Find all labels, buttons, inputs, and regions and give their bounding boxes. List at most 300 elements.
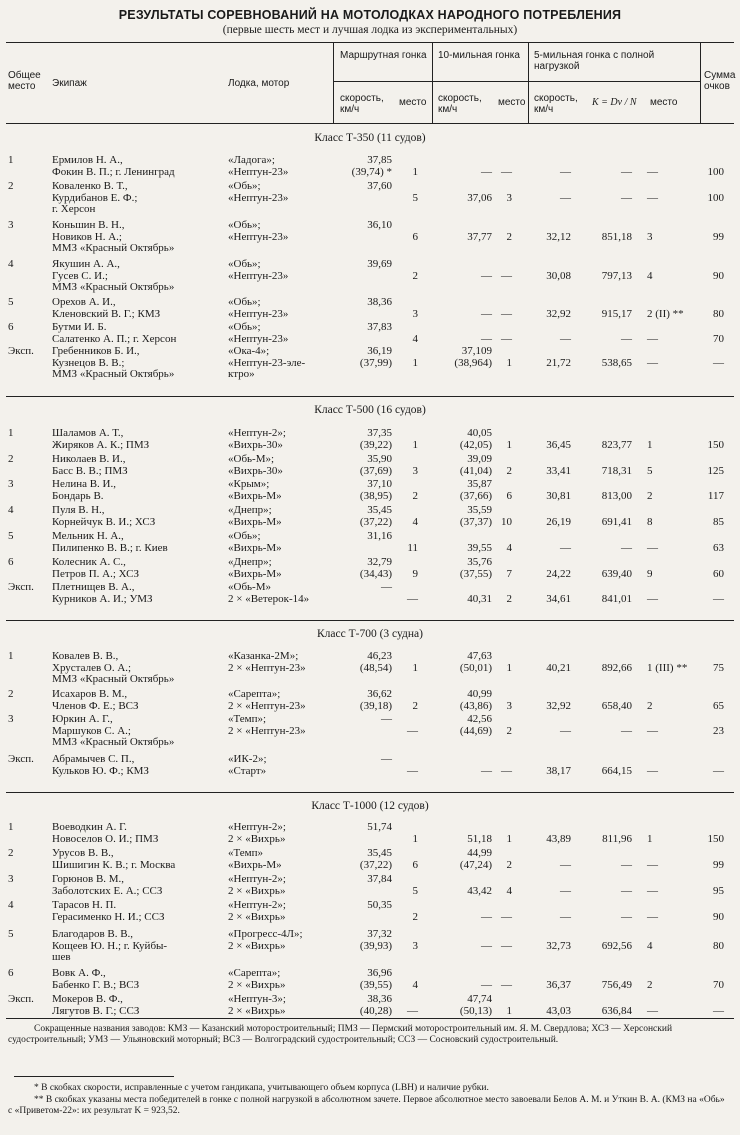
section-rule bbox=[6, 792, 734, 793]
route-speed: (39,74) * bbox=[351, 165, 392, 178]
boat-line: «Сарепта»; bbox=[228, 967, 281, 979]
ten-mile-place: 4 bbox=[506, 884, 512, 897]
five-mile-k: 813,00 bbox=[601, 489, 632, 502]
overall-place: 3 bbox=[8, 713, 14, 725]
crew-line: ММЗ «Красный Октябрь» bbox=[52, 281, 175, 293]
five-mile-k: 639,40 bbox=[601, 567, 632, 580]
five-mile-speed: 24,22 bbox=[546, 567, 571, 580]
five-mile-speed: 33,41 bbox=[546, 464, 571, 477]
route-speed: 35,45 bbox=[367, 504, 392, 516]
ten-mile-speed: — bbox=[481, 165, 492, 178]
five-mile-place: — bbox=[647, 592, 658, 605]
ten-mile-place: — bbox=[501, 978, 512, 991]
ten-mile-speed: 35,76 bbox=[467, 556, 492, 568]
route-place: 6 bbox=[412, 230, 418, 243]
overall-place: 2 bbox=[8, 688, 14, 700]
ten-mile-place: — bbox=[501, 165, 512, 178]
boat-line: «Нептун-2»; bbox=[228, 899, 286, 911]
boat-line: 2 × «Ветерок-14» bbox=[228, 592, 310, 605]
route-place: 3 bbox=[412, 307, 418, 320]
route-speed: (37,69) bbox=[359, 464, 392, 477]
route-place: 2 bbox=[412, 269, 418, 282]
crew-line: шев bbox=[52, 951, 71, 963]
overall-place: Эксп. bbox=[8, 993, 34, 1005]
five-mile-place: 1 bbox=[647, 438, 653, 451]
ten-mile-speed: (37,37) bbox=[459, 515, 492, 528]
header-route-race: Маршрутная гонка bbox=[340, 50, 427, 61]
ten-mile-speed: 51,18 bbox=[467, 832, 492, 845]
five-mile-k: — bbox=[621, 191, 632, 204]
overall-place: 4 bbox=[8, 258, 14, 270]
route-speed: 32,79 bbox=[367, 556, 392, 568]
crew-line: Фокин В. П.; г. Ленинград bbox=[52, 165, 175, 178]
five-mile-place: — bbox=[647, 884, 658, 897]
route-speed: 37,60 bbox=[367, 180, 392, 192]
sum-points: 70 bbox=[713, 332, 724, 345]
five-mile-place: 2 (II) ** bbox=[647, 307, 684, 320]
ten-mile-speed: — bbox=[481, 269, 492, 282]
crew-line: Маршуков С. А.; bbox=[52, 724, 131, 737]
header-boat: Лодка, мотор bbox=[228, 78, 290, 89]
crew-line: Хрусталев О. А.; bbox=[52, 661, 132, 674]
boat-line: «Нептун-23» bbox=[228, 230, 289, 243]
five-mile-place: 1 (III) ** bbox=[647, 661, 688, 674]
route-place: 11 bbox=[407, 541, 418, 554]
overall-place: 5 bbox=[8, 530, 14, 542]
five-mile-place: 4 bbox=[647, 269, 653, 282]
ten-mile-speed: (44,69) bbox=[459, 724, 492, 737]
sum-points: 65 bbox=[713, 699, 724, 712]
header-ten-mile-race: 10-мильная гонка bbox=[438, 50, 520, 61]
route-speed: (48,54) bbox=[359, 661, 392, 674]
ten-mile-speed: 35,87 bbox=[467, 478, 492, 490]
crew-line: Кульков Ю. Ф.; КМЗ bbox=[52, 764, 149, 777]
five-mile-k: — bbox=[621, 724, 632, 737]
five-mile-k: 811,96 bbox=[602, 832, 632, 845]
five-mile-place: — bbox=[647, 332, 658, 345]
route-speed: 35,90 bbox=[367, 453, 392, 465]
five-mile-k: 692,56 bbox=[601, 939, 632, 952]
ten-mile-speed: 47,63 bbox=[467, 650, 492, 662]
crew-line: Плетнищев В. А., bbox=[52, 581, 135, 593]
crew-line: Бондарь В. bbox=[52, 489, 104, 502]
ten-mile-speed: 39,55 bbox=[467, 541, 492, 554]
five-mile-place: 5 bbox=[647, 464, 653, 477]
overall-place: 3 bbox=[8, 219, 14, 231]
boat-line: 2 × «Вихрь» bbox=[228, 884, 286, 897]
ten-mile-speed: (50,13) bbox=[459, 1004, 492, 1017]
five-mile-speed: 32,12 bbox=[546, 230, 571, 243]
ten-mile-place: 6 bbox=[506, 489, 512, 502]
crew-line: Новоселов О. И.; ПМЗ bbox=[52, 832, 159, 845]
route-speed: 36,62 bbox=[367, 688, 392, 700]
route-place: 4 bbox=[412, 515, 418, 528]
route-speed: 46,23 bbox=[367, 650, 392, 662]
five-mile-place: — bbox=[647, 356, 658, 369]
ten-mile-speed: 35,59 bbox=[467, 504, 492, 516]
ten-mile-speed: — bbox=[481, 307, 492, 320]
sum-points: 90 bbox=[713, 910, 724, 923]
sum-points: — bbox=[713, 764, 724, 777]
ten-mile-speed: (38,964) bbox=[454, 356, 492, 369]
sum-points: 75 bbox=[713, 661, 724, 674]
crew-line: Орехов А. И., bbox=[52, 296, 116, 308]
crew-line: Пуля В. Н., bbox=[52, 504, 105, 516]
boat-line: «Сарепта»; bbox=[228, 688, 281, 700]
sum-points: 125 bbox=[707, 464, 724, 477]
five-mile-speed: 26,19 bbox=[546, 515, 571, 528]
route-place: 1 bbox=[412, 165, 418, 178]
five-mile-place: — bbox=[647, 1004, 658, 1017]
route-speed: 38,36 bbox=[367, 296, 392, 308]
five-mile-speed: — bbox=[560, 884, 571, 897]
five-mile-k: — bbox=[621, 541, 632, 554]
crew-line: Мокеров В. Ф., bbox=[52, 993, 123, 1005]
five-mile-place: 3 bbox=[647, 230, 653, 243]
overall-place: 2 bbox=[8, 453, 14, 465]
crew-line: Вовк А. Ф., bbox=[52, 967, 106, 979]
crew-line: Новиков Н. А.; bbox=[52, 230, 122, 243]
table-top-rule bbox=[6, 42, 734, 43]
ten-mile-place: — bbox=[501, 939, 512, 952]
overall-place: 1 bbox=[8, 650, 14, 662]
class-title: Класс Т-500 (16 судов) bbox=[314, 404, 426, 416]
crew-line: Жиряков А. К.; ПМЗ bbox=[52, 438, 150, 451]
footnote-rule bbox=[14, 1076, 174, 1077]
ten-mile-place: 2 bbox=[506, 858, 512, 871]
route-speed: 35,45 bbox=[367, 847, 392, 859]
ten-mile-place: 1 bbox=[506, 832, 512, 845]
route-speed: 37,83 bbox=[367, 321, 392, 333]
route-place: — bbox=[407, 724, 418, 737]
section-rule bbox=[6, 620, 734, 621]
ten-mile-place: 1 bbox=[506, 356, 512, 369]
route-speed: 36,96 bbox=[367, 967, 392, 979]
crew-line: Кузнецов В. В.; bbox=[52, 356, 125, 369]
five-mile-speed: 40,21 bbox=[546, 661, 571, 674]
boat-line: «Вихрь-М» bbox=[228, 541, 282, 554]
header-place: Общее место bbox=[8, 70, 41, 92]
boat-line: «Ладога»; bbox=[228, 154, 275, 166]
boat-line: «Днепр»; bbox=[228, 556, 272, 568]
five-mile-speed: 30,81 bbox=[546, 489, 571, 502]
crew-line: Пилипенко В. В.; г. Киев bbox=[52, 541, 168, 554]
boat-line: «Темп»; bbox=[228, 713, 267, 725]
sum-points: 70 bbox=[713, 978, 724, 991]
crew-line: Шаламов А. Т., bbox=[52, 427, 124, 439]
five-mile-speed: 36,37 bbox=[546, 978, 571, 991]
sum-points: 63 bbox=[713, 541, 724, 554]
ten-mile-place: — bbox=[501, 332, 512, 345]
route-place: 5 bbox=[412, 884, 418, 897]
boat-line: «Нептун-23-эле- bbox=[228, 356, 306, 369]
footnote-handicap: * В скобках скорости, исправленные с учетом гандикапа, учитывающего объем корпуса (LBH) и наличие рубки. bbox=[34, 1083, 489, 1093]
five-mile-speed: — bbox=[560, 910, 571, 923]
sum-points: — bbox=[713, 1004, 724, 1017]
boat-line: «Обь»; bbox=[228, 321, 261, 333]
five-mile-speed: — bbox=[560, 332, 571, 345]
header-divider bbox=[700, 42, 701, 123]
route-speed: 51,74 bbox=[367, 821, 392, 833]
boat-line: «Обь»; bbox=[228, 258, 261, 270]
crew-line: Урусов В. В., bbox=[52, 847, 114, 859]
route-place: 3 bbox=[412, 464, 418, 477]
crew-line: Членов Ф. Е.; ВСЗ bbox=[52, 699, 139, 712]
sum-points: 99 bbox=[713, 230, 724, 243]
ten-mile-speed: 37,109 bbox=[461, 345, 492, 357]
route-place: 1 bbox=[412, 661, 418, 674]
overall-place: 1 bbox=[8, 427, 14, 439]
route-place: — bbox=[407, 1004, 418, 1017]
five-mile-place: — bbox=[647, 541, 658, 554]
ten-mile-speed: — bbox=[481, 764, 492, 777]
crew-line: Герасименко Н. И.; ССЗ bbox=[52, 910, 165, 923]
five-mile-speed: 30,08 bbox=[546, 269, 571, 282]
ten-mile-speed: 40,05 bbox=[467, 427, 492, 439]
five-mile-speed: 32,92 bbox=[546, 699, 571, 712]
ten-mile-speed: 39,09 bbox=[467, 453, 492, 465]
five-mile-speed: — bbox=[560, 541, 571, 554]
crew-line: Кощеев Ю. Н.; г. Куйбы- bbox=[52, 939, 168, 952]
five-mile-place: 4 bbox=[647, 939, 653, 952]
route-place: — bbox=[407, 592, 418, 605]
overall-place: 5 bbox=[8, 928, 14, 940]
header-k-formula: K = Dv / N bbox=[592, 97, 637, 108]
header-ten-speed: скорость, км/ч bbox=[438, 93, 482, 115]
overall-place: 6 bbox=[8, 321, 14, 333]
crew-line: Николаев В. И., bbox=[52, 453, 126, 465]
five-mile-speed: 36,45 bbox=[546, 438, 571, 451]
route-speed: 37,85 bbox=[367, 154, 392, 166]
overall-place: Эксп. bbox=[8, 345, 34, 357]
sum-points: 23 bbox=[713, 724, 724, 737]
ten-mile-speed: (47,24) bbox=[459, 858, 492, 871]
boat-line: «Вихрь-30» bbox=[228, 464, 283, 477]
crew-line: Горюнов В. М., bbox=[52, 873, 125, 885]
route-speed: (34,43) bbox=[359, 567, 392, 580]
crew-line: Курников А. И.; УМЗ bbox=[52, 592, 153, 605]
boat-line: «Днепр»; bbox=[228, 504, 272, 516]
crew-line: Ермилов Н. А., bbox=[52, 154, 123, 166]
ten-mile-speed: 43,42 bbox=[467, 884, 492, 897]
boat-line: 2 × «Нептун-23» bbox=[228, 699, 306, 712]
five-mile-place: 2 bbox=[647, 489, 653, 502]
five-mile-speed: — bbox=[560, 165, 571, 178]
five-mile-k: 797,13 bbox=[601, 269, 632, 282]
crew-line: Кленовский В. Г.; КМЗ bbox=[52, 307, 161, 320]
ten-mile-place: — bbox=[501, 764, 512, 777]
boat-line: 2 × «Вихрь» bbox=[228, 939, 286, 952]
sum-points: 99 bbox=[713, 858, 724, 871]
ten-mile-speed: 40,31 bbox=[467, 592, 492, 605]
five-mile-speed: 43,03 bbox=[546, 1004, 571, 1017]
crew-line: Колесник А. С., bbox=[52, 556, 126, 568]
route-speed: 31,16 bbox=[367, 530, 392, 542]
five-mile-place: 8 bbox=[647, 515, 653, 528]
route-speed: (37,99) bbox=[359, 356, 392, 369]
overall-place: 3 bbox=[8, 478, 14, 490]
ten-mile-speed: (42,05) bbox=[459, 438, 492, 451]
five-mile-k: 756,49 bbox=[601, 978, 632, 991]
boat-line: «Старт» bbox=[228, 764, 267, 777]
route-speed: 50,35 bbox=[367, 899, 392, 911]
ten-mile-place: 4 bbox=[506, 541, 512, 554]
ten-mile-place: 1 bbox=[506, 661, 512, 674]
five-mile-k: 851,18 bbox=[601, 230, 632, 243]
boat-line: «Обь-М» bbox=[228, 581, 272, 593]
ten-mile-place: 3 bbox=[506, 191, 512, 204]
boat-line: «ИК-2»; bbox=[228, 753, 267, 765]
sum-points: 100 bbox=[707, 165, 724, 178]
sum-points: 85 bbox=[713, 515, 724, 528]
header-divider bbox=[528, 42, 529, 123]
ten-mile-speed: — bbox=[481, 978, 492, 991]
boat-line: «Обь»; bbox=[228, 219, 261, 231]
five-mile-place: — bbox=[647, 858, 658, 871]
five-mile-k: — bbox=[621, 884, 632, 897]
boat-line: «Вихрь-М» bbox=[228, 515, 282, 528]
route-place: 9 bbox=[412, 567, 418, 580]
five-mile-k: 718,31 bbox=[601, 464, 632, 477]
ten-mile-place: 2 bbox=[506, 724, 512, 737]
route-speed: (38,95) bbox=[359, 489, 392, 502]
sum-points: 95 bbox=[713, 884, 724, 897]
route-speed: 36,19 bbox=[367, 345, 392, 357]
ten-mile-place: — bbox=[501, 307, 512, 320]
page-subtitle: (первые шесть мест и лучшая лодка из экспериментальных) bbox=[222, 24, 518, 36]
boat-line: «Нептун-23» bbox=[228, 165, 289, 178]
class-title: Класс Т-350 (11 судов) bbox=[314, 132, 426, 144]
crew-line: ММЗ «Красный Октябрь» bbox=[52, 673, 175, 685]
overall-place: 2 bbox=[8, 180, 14, 192]
overall-place: Эксп. bbox=[8, 753, 34, 765]
class-title: Класс Т-1000 (12 судов) bbox=[311, 800, 429, 812]
overall-place: 4 bbox=[8, 504, 14, 516]
class-title: Класс Т-700 (3 судна) bbox=[317, 628, 423, 640]
route-speed: — bbox=[381, 581, 392, 593]
route-place: 2 bbox=[412, 910, 418, 923]
route-speed: 39,69 bbox=[367, 258, 392, 270]
header-route-speed: скорость, км/ч bbox=[340, 93, 384, 115]
boat-line: 2 × «Вихрь» bbox=[228, 910, 286, 923]
crew-line: Благодаров В. В., bbox=[52, 928, 134, 940]
ten-mile-speed: 37,06 bbox=[467, 191, 492, 204]
five-mile-place: — bbox=[647, 165, 658, 178]
boat-line: «Нептун-23» bbox=[228, 269, 289, 282]
boat-line: «Темп» bbox=[228, 847, 264, 859]
section-rule bbox=[6, 396, 734, 397]
crew-line: Юркин А. Г., bbox=[52, 713, 113, 725]
ten-mile-speed: (37,66) bbox=[459, 489, 492, 502]
five-mile-speed: — bbox=[560, 724, 571, 737]
crew-line: Курдибанов Е. Ф.; bbox=[52, 191, 138, 204]
five-mile-speed: 38,17 bbox=[546, 764, 571, 777]
header-divider bbox=[432, 42, 433, 123]
crew-line: Мельник Н. А., bbox=[52, 530, 124, 542]
route-place: 4 bbox=[412, 332, 418, 345]
crew-line: ММЗ «Красный Октябрь» bbox=[52, 242, 175, 254]
crew-line: Шишигин К. В.; г. Москва bbox=[52, 858, 176, 871]
overall-place: 4 bbox=[8, 899, 14, 911]
five-mile-place: — bbox=[647, 910, 658, 923]
crew-line: г. Херсон bbox=[52, 203, 96, 215]
five-mile-place: — bbox=[647, 764, 658, 777]
route-place: 6 bbox=[412, 858, 418, 871]
route-place: 2 bbox=[412, 489, 418, 502]
crew-line: Коньшин В. Н., bbox=[52, 219, 125, 231]
ten-mile-speed: (43,86) bbox=[459, 699, 492, 712]
boat-line: 2 × «Нептун-23» bbox=[228, 661, 306, 674]
boat-line: «Нептун-3»; bbox=[228, 993, 286, 1005]
crew-line: Лягутов В. Г.; ССЗ bbox=[52, 1004, 140, 1017]
route-place: 1 bbox=[412, 438, 418, 451]
five-mile-k: 658,40 bbox=[601, 699, 632, 712]
sum-points: 150 bbox=[707, 832, 724, 845]
ten-mile-speed: 44,99 bbox=[467, 847, 492, 859]
crew-line: Заболотских Е. А.; ССЗ bbox=[52, 884, 163, 897]
ten-mile-place: 2 bbox=[506, 592, 512, 605]
five-mile-speed: 34,61 bbox=[546, 592, 571, 605]
overall-place: 5 bbox=[8, 296, 14, 308]
crew-line: Ковалев В. В., bbox=[52, 650, 119, 662]
header-crew: Экипаж bbox=[52, 78, 87, 89]
five-mile-k: — bbox=[621, 910, 632, 923]
ten-mile-speed: — bbox=[481, 939, 492, 952]
sum-points: — bbox=[713, 592, 724, 605]
crew-line: Басс В. В.; ПМЗ bbox=[52, 464, 128, 477]
sum-points: 90 bbox=[713, 269, 724, 282]
five-mile-k: 892,66 bbox=[601, 661, 632, 674]
route-speed: 37,32 bbox=[367, 928, 392, 940]
boat-line: «Нептун-23» bbox=[228, 191, 289, 204]
sum-points: 117 bbox=[707, 489, 724, 502]
five-mile-k: 915,17 bbox=[601, 307, 632, 320]
header-divider bbox=[333, 42, 334, 123]
boat-line: «Вихрь-М» bbox=[228, 858, 282, 871]
boat-line: «Вихрь-М» bbox=[228, 567, 282, 580]
sum-points: — bbox=[713, 356, 724, 369]
ten-mile-place: — bbox=[501, 910, 512, 923]
boat-line: «Нептун-23» bbox=[228, 307, 289, 320]
sum-points: 60 bbox=[713, 567, 724, 580]
ten-mile-speed: (50,01) bbox=[459, 661, 492, 674]
factory-abbreviations: Сокращенные названия заводов: КМЗ — Казанский моторостроительный; ПМЗ — Пермский моторостроительный им. Я. М. Свердлова; ХСЗ — Херсонский судостроительный; УМЗ — Ульяновский моторный; ВСЗ — Волгоградский судостроительный; ССЗ — Сосновский судостроительный. bbox=[8, 1024, 673, 1045]
five-mile-place: 2 bbox=[647, 699, 653, 712]
ten-mile-speed: 47,74 bbox=[467, 993, 492, 1005]
route-place: 4 bbox=[412, 978, 418, 991]
crew-line: Бабенко Г. В.; ВСЗ bbox=[52, 978, 140, 991]
five-mile-k: 538,65 bbox=[601, 356, 632, 369]
boat-line: «Вихрь-30» bbox=[228, 438, 283, 451]
ten-mile-place: 3 bbox=[506, 699, 512, 712]
crew-line: Гребенников Б. И., bbox=[52, 345, 140, 357]
five-mile-place: — bbox=[647, 724, 658, 737]
five-mile-k: — bbox=[621, 858, 632, 871]
crew-line: Бутми И. Б. bbox=[52, 321, 107, 333]
boat-line: «Обь-М»; bbox=[228, 453, 275, 465]
five-mile-speed: 32,73 bbox=[546, 939, 571, 952]
ten-mile-place: 1 bbox=[506, 438, 512, 451]
boat-line: «Нептун-23» bbox=[228, 332, 289, 345]
crew-line: Исахаров В. М., bbox=[52, 688, 128, 700]
ten-mile-place: 2 bbox=[506, 464, 512, 477]
overall-place: 1 bbox=[8, 154, 14, 166]
overall-place: 1 bbox=[8, 821, 14, 833]
ten-mile-speed: 40,99 bbox=[467, 688, 492, 700]
boat-line: 2 × «Вихрь» bbox=[228, 832, 286, 845]
boat-line: «Прогресс-4Л»; bbox=[228, 928, 303, 940]
five-mile-k: 636,84 bbox=[601, 1004, 632, 1017]
